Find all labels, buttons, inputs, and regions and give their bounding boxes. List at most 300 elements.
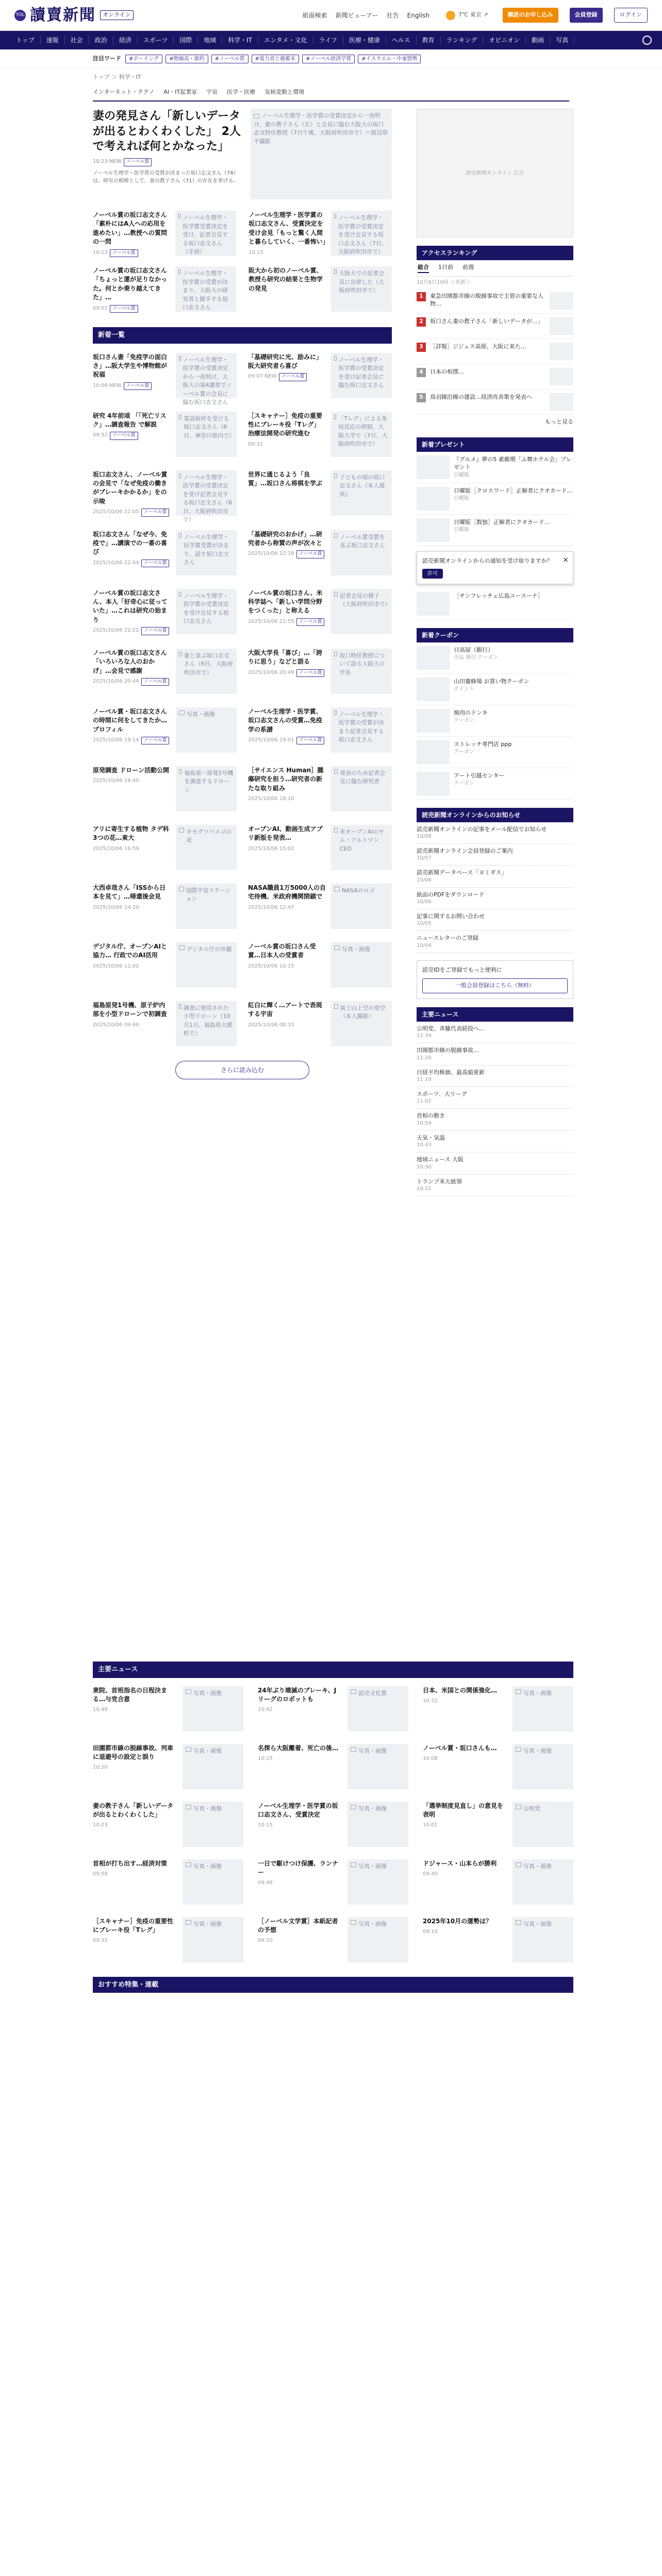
coupon-item[interactable] — [417, 642, 573, 674]
nav-item[interactable]: エンタメ・文化 — [258, 36, 313, 44]
nav-item[interactable]: 動画 — [526, 36, 550, 44]
article-meta — [249, 249, 326, 257]
article-photo[interactable] — [183, 1802, 243, 1847]
main-news-grid — [93, 1686, 573, 1962]
ranking-more-link[interactable]: もっと見る — [545, 418, 573, 425]
free-register-button[interactable]: 一般会員登録はこちら（無料） — [422, 978, 568, 993]
latest-header: 主要ニュース — [417, 1007, 573, 1022]
coupon-item[interactable] — [417, 705, 573, 737]
article-photo[interactable] — [176, 530, 237, 575]
nav-item[interactable]: 経済 — [113, 36, 138, 44]
article-text — [248, 412, 326, 457]
article-title[interactable]: 24年ぶり壊滅のブレーキ、Jリーグのロボットも — [258, 1686, 337, 1703]
article-card[interactable] — [248, 470, 392, 517]
article-title[interactable]: 原発調査 ドローン活動公開 — [93, 766, 169, 774]
article-card[interactable] — [93, 884, 237, 929]
article-card[interactable] — [248, 1001, 392, 1046]
image-icon — [186, 1805, 191, 1809]
article-card[interactable] — [248, 649, 392, 694]
article-text — [258, 1686, 342, 1732]
article-photo[interactable] — [512, 1686, 573, 1732]
pr-item-date: 10/06 — [417, 899, 432, 905]
latest-item[interactable] — [417, 1065, 573, 1087]
image-icon — [179, 592, 181, 597]
rank-number: 3 — [417, 343, 426, 352]
topic-badge[interactable]: ノーベル賞 — [141, 509, 170, 517]
article-card[interactable] — [93, 1917, 243, 1962]
article-title[interactable]: 「基礎研究のおかげ」…研究者から称賛の声が次々と — [248, 530, 323, 547]
pr-list — [417, 822, 573, 953]
coupon-item[interactable] — [417, 768, 573, 800]
topic-badge[interactable]: ノーベル賞 — [296, 618, 325, 626]
article-photo[interactable] — [331, 470, 392, 516]
article-title[interactable]: 「選挙制度見直し」の意見を表明 — [423, 1802, 504, 1818]
article-photo[interactable] — [176, 942, 237, 988]
sub-tab[interactable]: 医学・医療 — [227, 88, 256, 95]
present-item[interactable] — [417, 515, 573, 546]
topic-badge[interactable]: ノーベル賞 — [110, 305, 138, 313]
trending-tag[interactable]: #物価高・節約 — [166, 55, 208, 63]
article-card[interactable] — [423, 1859, 573, 1905]
nav-item[interactable]: 政治 — [89, 36, 113, 44]
login-button[interactable]: ログイン — [614, 8, 648, 23]
sub-tab[interactable]: インターネット・テクノ — [93, 88, 155, 95]
article-card[interactable] — [93, 1686, 243, 1732]
article-card[interactable] — [93, 1001, 237, 1046]
rank-thumb — [550, 343, 573, 360]
article-card[interactable] — [423, 1802, 573, 1847]
article-photo[interactable] — [347, 1744, 408, 1789]
article-meta — [248, 372, 326, 381]
article-card[interactable] — [258, 1917, 408, 1962]
article-photo[interactable] — [331, 942, 392, 988]
article-card[interactable] — [248, 825, 392, 870]
coupon-item-thumb — [417, 740, 450, 764]
allow-button[interactable]: 許可 — [422, 569, 443, 579]
article-card[interactable] — [93, 530, 237, 575]
article-title[interactable]: 衆院、首班指名の日程決まる…与党合意 — [93, 1686, 168, 1703]
latest-item-date: 11:34 — [417, 1033, 432, 1039]
article-photo[interactable] — [512, 1802, 573, 1847]
article-card[interactable] — [248, 707, 392, 753]
latest-item[interactable] — [417, 1109, 573, 1130]
article-card[interactable] — [93, 649, 237, 694]
article-title[interactable]: 阪大から初のノーベル賞、教授ら研究の結果と生物学の発見 — [249, 267, 323, 292]
nav-item[interactable]: スポーツ — [138, 36, 174, 44]
coupon-item-text — [454, 709, 488, 733]
article-title[interactable]: 妻の教子さん「新しいデータが出るとわくわくした」 — [93, 1802, 174, 1818]
coupon-item-title: 日高屋（銀行） — [454, 646, 493, 653]
nav-item[interactable]: 社会 — [65, 36, 89, 44]
nav-item[interactable]: 地域 — [198, 36, 222, 44]
nav-item[interactable]: トップ — [10, 36, 41, 44]
latest-item[interactable] — [417, 1153, 573, 1174]
coupon-item-sub: ポイント — [454, 686, 474, 692]
article-photo[interactable] — [331, 412, 392, 457]
topic-badge[interactable]: ノーベル賞 — [141, 678, 170, 686]
header-link[interactable]: English — [407, 11, 429, 19]
article-title[interactable]: 紅白に輝く…アートで表現する宇宙 — [248, 1001, 322, 1018]
image-icon — [186, 1747, 191, 1752]
article-title[interactable]: ノーベル賞・坂口さんも… — [423, 1744, 497, 1752]
ranking-tab[interactable]: 総合 — [418, 263, 429, 273]
article-time: 2025/10/06 12:47 — [248, 904, 294, 910]
article-card[interactable] — [423, 1686, 573, 1732]
event-item[interactable] — [417, 588, 573, 620]
register-button[interactable]: 会員登録 — [570, 8, 603, 23]
article-title[interactable]: デジタル庁、オープンAIと協力… 行政でのAI活用 — [93, 942, 167, 959]
article-title[interactable]: ノーベル賞の坂口さん、米科学誌へ「新しい学問分野をつくった」と称える — [248, 589, 323, 615]
header-link[interactable]: 新聞ビューアー — [335, 11, 378, 19]
topic-badge[interactable]: ノーベル賞 — [141, 560, 170, 568]
article-title[interactable]: ［スキャナー］免疫の重要性にブレーキ役「Tレグ」 — [93, 1917, 174, 1934]
article-photo[interactable] — [331, 589, 392, 634]
article-title[interactable]: ノーベル生理学・医学賞の坂口志文さん、受賞決定 — [258, 1802, 338, 1818]
article-text — [248, 766, 326, 811]
article-photo[interactable] — [331, 766, 392, 811]
article-card[interactable] — [93, 266, 236, 313]
nav-item[interactable]: ヘルス — [386, 36, 417, 44]
article-title[interactable]: 坂口さん妻「免疫学の面白さ」…阪大学生や博物館が祝福 — [93, 353, 168, 379]
article-title[interactable]: ［スキャナー］免疫の重要性にブレーキ役「Tレグ」治療法開発の研究進む — [248, 412, 323, 437]
article-photo[interactable] — [331, 353, 392, 398]
pr-item-title: 読売新聞データベース「ヨミダス」 — [417, 869, 507, 876]
rank-title: 鳥羽線沿線の建設…経済改善策を発表へ — [430, 393, 532, 400]
article-photo[interactable] — [331, 211, 392, 256]
article-title[interactable]: ［サイエンス Human］腫瘍研究を担う…研究者の新たな取り組み — [248, 766, 324, 792]
article-photo[interactable] — [176, 1001, 237, 1046]
article-title[interactable]: ノーベル賞・坂口志文さんの時間に何をしてきたか…プロフィル — [93, 707, 168, 733]
article-card[interactable] — [258, 1686, 408, 1732]
article-photo[interactable] — [176, 825, 237, 870]
coupon-item[interactable] — [417, 737, 573, 768]
hero-photo-caption: ノーベル生理学・医学賞の受賞決定から一夜明け、妻の教子さん（左）と会見に臨む大阪大の坂口志文特任教授（7日午後、大阪府吹田市で）＝渡辺恭平撮影 — [254, 112, 388, 145]
subscribe-button[interactable]: 購読のお申し込み — [503, 8, 558, 23]
section-header-recommend: おすすめ特集・連載 — [93, 1977, 573, 1993]
article-text — [248, 530, 326, 575]
article-meta — [93, 845, 171, 853]
article-card[interactable] — [93, 942, 237, 988]
pr-item[interactable] — [417, 909, 573, 931]
nav-item[interactable]: オピニオン — [483, 36, 526, 44]
hero-photo[interactable] — [251, 109, 392, 199]
article-photo[interactable] — [176, 649, 237, 694]
hero-article[interactable] — [93, 109, 392, 199]
topic-badge[interactable]: ノーベル賞 — [141, 627, 170, 635]
article-title[interactable]: ノーベル賞の坂口志文さん「いろいろな人のおかげ」…会見で感謝 — [93, 649, 167, 674]
article-photo[interactable] — [512, 1744, 573, 1789]
trending-tag[interactable]: #ノーベル経済学賞 — [302, 55, 355, 63]
article-photo[interactable] — [512, 1917, 573, 1962]
article-title[interactable]: 坂口志文さん「なぜ今、免疫で」…講演での一番の喜び — [93, 530, 168, 556]
article-time: 09:31 — [93, 1938, 108, 1944]
article-card[interactable] — [93, 766, 237, 811]
pr-item[interactable] — [417, 844, 573, 866]
article-title[interactable]: 研究 4年前頃 「「死亡リスク」…調査報告 で解説 — [93, 412, 167, 429]
article-title[interactable]: ［ノーベル文学賞］本紙記者の予想 — [258, 1917, 338, 1934]
article-text — [93, 266, 170, 313]
latest-item-title: 日経平均株価、最高値更新 — [417, 1069, 485, 1076]
topic-badge[interactable]: ノーベル賞 — [110, 432, 138, 440]
trending-tag[interactable]: #電力省と備蓄米 — [252, 55, 299, 63]
article-photo[interactable] — [183, 1686, 243, 1732]
latest-item[interactable] — [417, 1043, 573, 1065]
article-photo[interactable] — [347, 1917, 408, 1962]
article-time: 09:31 — [248, 441, 263, 447]
breadcrumb[interactable]: トップ ＞ 科学・IT — [93, 74, 141, 80]
article-time: 2025/10/06 22:22 — [93, 628, 139, 634]
article-title[interactable]: 大西卓哉さん「ISSから日本を見て」…帰還後会見 — [93, 884, 166, 901]
nav-item[interactable]: 医療・健康 — [343, 36, 386, 44]
photo-caption: 写真・画像 — [523, 1920, 552, 1927]
article-meta — [93, 736, 171, 745]
article-card[interactable] — [249, 211, 392, 257]
topic-badge[interactable]: ノーベル賞 — [141, 737, 170, 745]
coupon-header: 新着クーポン — [417, 628, 573, 642]
article-text — [258, 1859, 342, 1905]
latest-item[interactable] — [417, 1175, 573, 1196]
ranking-item[interactable] — [417, 389, 573, 415]
article-card[interactable] — [93, 1859, 243, 1905]
article-photo[interactable] — [176, 353, 237, 406]
latest-item[interactable] — [417, 1087, 573, 1109]
trending-tag[interactable]: #ボーイング — [125, 55, 162, 63]
pr-item[interactable] — [417, 822, 573, 844]
article-card[interactable] — [249, 266, 392, 313]
nav-item[interactable]: 速報 — [41, 36, 65, 44]
article-card[interactable] — [248, 589, 392, 635]
ranking-list — [417, 289, 573, 415]
coupon-item-text — [454, 740, 511, 764]
article-photo[interactable] — [175, 211, 236, 256]
article-title[interactable]: ノーベル賞の坂口志文さん「ちょっと運が足りなかった。何とか乗り越えてきた」… — [93, 267, 168, 301]
article-card[interactable] — [93, 412, 237, 457]
article-card[interactable] — [248, 412, 392, 457]
article-time: 2025/10/06 19:14 — [93, 737, 139, 743]
article-photo[interactable] — [183, 1859, 243, 1905]
article-card[interactable] — [93, 1744, 243, 1789]
article-title[interactable]: ノーベル賞の坂口志文さん「素朴にはA人への応用を進めたい」…教授への質問の一問 — [93, 211, 168, 246]
ranking-item[interactable] — [417, 364, 573, 389]
article-title[interactable]: ノーベル生理学・医学賞、坂口志文さんの受賞…免疫学の系譜 — [248, 707, 323, 733]
latest-item[interactable] — [417, 1022, 573, 1043]
article-title[interactable]: ノーベル賞の坂口さん受賞…日本人の受賞者 — [248, 942, 316, 959]
site-logo[interactable] — [14, 4, 134, 27]
article-photo[interactable] — [331, 825, 392, 870]
article-photo[interactable] — [331, 649, 392, 694]
article-photo[interactable] — [331, 266, 392, 312]
article-card[interactable] — [423, 1744, 573, 1789]
article-photo[interactable] — [331, 884, 392, 929]
article-card[interactable] — [248, 884, 392, 929]
article-card[interactable] — [93, 211, 236, 257]
ranking-item[interactable] — [417, 289, 573, 314]
article-time: 10:32 — [423, 1698, 438, 1704]
topic-badge[interactable]: ノーベル賞 — [279, 373, 307, 381]
article-photo[interactable] — [512, 1859, 573, 1905]
image-icon — [351, 1689, 356, 1694]
article-photo[interactable] — [176, 589, 237, 634]
article-title[interactable]: 2025年10月の運勢は？ — [423, 1917, 492, 1925]
article-meta — [93, 1870, 177, 1878]
topic-badge[interactable]: ノーベル賞 — [110, 249, 138, 258]
article-card[interactable] — [258, 1802, 408, 1847]
article-card[interactable] — [93, 353, 237, 406]
search-icon[interactable] — [642, 36, 652, 45]
article-title[interactable]: 世界に通じるよう「良質」…坂口さん将棋を学ぶ — [248, 470, 323, 487]
article-card[interactable] — [248, 942, 392, 988]
photo-caption: 坂口特任教授について語る大阪大の学長 — [339, 652, 385, 676]
sub-tab[interactable]: 気候変動と環境 — [264, 88, 305, 95]
article-card[interactable] — [258, 1744, 408, 1789]
article-text — [248, 825, 326, 870]
article-title[interactable]: 名探ら大阪離着、死亡の後… — [258, 1744, 339, 1752]
article-card[interactable] — [93, 1802, 243, 1847]
article-title[interactable]: 田園都市線の脱線事故、列車に退避号の設定と誤り — [93, 1744, 174, 1760]
article-photo[interactable] — [347, 1686, 408, 1732]
article-card[interactable] — [248, 766, 392, 811]
article-time: 10:15 — [258, 1755, 273, 1761]
article-card[interactable] — [248, 353, 392, 398]
image-icon — [334, 269, 337, 274]
ranking-tab[interactable]: 1日前 — [438, 264, 453, 270]
present-item[interactable] — [417, 483, 573, 515]
article-photo[interactable] — [176, 412, 237, 457]
article-text — [93, 707, 171, 753]
register-box — [417, 960, 573, 999]
hero-time: 10:23 NEW — [93, 159, 122, 165]
article-photo[interactable] — [331, 707, 392, 753]
article-card[interactable] — [93, 707, 237, 753]
article-title[interactable]: 日本、米国との関係強化… — [423, 1686, 498, 1694]
photo-caption: 写真・画像 — [193, 1862, 222, 1870]
article-photo[interactable] — [176, 470, 237, 523]
article-title[interactable]: ノーベル賞の坂口志文さん、本人「好奇心に従っていた」…これは研究の始まり — [93, 589, 168, 623]
nav-item[interactable]: 写真 — [550, 36, 574, 44]
image-icon — [179, 356, 181, 361]
article-photo[interactable] — [175, 266, 236, 312]
article-time: 2025/10/06 08:33 — [248, 1022, 294, 1028]
topic-badge[interactable]: ノーベル賞 — [124, 382, 152, 391]
photo-caption: 富士山上空の星空（本人撮影） — [340, 1004, 386, 1020]
present-item[interactable] — [417, 452, 573, 483]
article-time: 10:01 — [423, 1822, 438, 1828]
article-title[interactable]: 坂口志文さん、ノーベル賞の会見で「なぜ免疫の働きがブレーキかかるか」をの示唆 — [93, 470, 168, 505]
photo-caption: ノーベル生理学・医学賞の受賞が決まり、大阪大の研究者と握手する坂口志文さん — [183, 270, 228, 311]
photo-caption: 発表のため記者会見に臨む研究者 — [340, 769, 386, 785]
article-photo[interactable] — [331, 530, 392, 575]
article-title[interactable]: オープンAI、動画生成アプリ新版を発表… — [248, 825, 323, 842]
pr-item[interactable] — [417, 888, 573, 909]
article-photo[interactable] — [176, 884, 237, 929]
nav-item[interactable]: 国際 — [174, 36, 198, 44]
article-photo[interactable] — [183, 1917, 243, 1962]
latest-item-title: 天気・気温 — [417, 1134, 445, 1141]
nav-item[interactable]: 科学・IT — [222, 36, 258, 44]
coupon-item[interactable] — [417, 674, 573, 705]
photo-caption: 写真・画像 — [193, 1805, 222, 1812]
photo-caption: 写真・画像 — [358, 1805, 387, 1812]
nav-item[interactable]: ライフ — [313, 36, 343, 44]
nav-item[interactable]: 教育 — [417, 36, 441, 44]
photo-caption: 子どもの頃の坂口志文さん（本人提供） — [339, 473, 385, 498]
article-meta — [423, 1821, 507, 1829]
ranking-tab[interactable]: 前週 — [462, 264, 474, 270]
article-meta — [248, 962, 326, 970]
hero-badge[interactable]: ノーベル賞 — [124, 158, 152, 166]
hero-lead: ノーベル生理学・医学賞の受賞が決まった坂口志文さん（74）は、研究の相棒として、妻の教子さん（71）の存在を挙げる。 — [93, 170, 239, 184]
coupon-item-sub: クーポン — [454, 780, 474, 786]
hero-title[interactable]: 妻の発見さん「新しいデータが出るとわくわくした」 2人で考えれば何とかなった」 — [93, 110, 241, 154]
header-link[interactable]: 社告 — [386, 11, 399, 19]
article-title[interactable]: 大阪大学長「喜び」…「誇りに思う」などと語る — [248, 649, 323, 666]
topic-badge[interactable]: ノーベル賞 — [296, 737, 325, 745]
latest-item-date: 11:20 — [417, 1055, 432, 1061]
weather-widget[interactable] — [446, 11, 488, 20]
topic-badge[interactable]: ノーベル賞 — [296, 669, 325, 677]
ranking-header: アクセスランキング — [417, 246, 573, 260]
pr-item[interactable] — [417, 931, 573, 953]
header-link[interactable]: 紙面検索 — [302, 11, 327, 19]
topic-badge[interactable]: ノーベル賞 — [296, 550, 325, 558]
ranking-item[interactable] — [417, 314, 573, 339]
article-title[interactable]: 福島原発1号機、原子炉内部を小型ドローンで初調査 — [93, 1001, 167, 1018]
pr-item[interactable] — [417, 866, 573, 887]
article-title[interactable]: 首相が打ち出す…経済対策 — [93, 1859, 168, 1867]
article-time: 2025/10/06 16:59 — [93, 845, 139, 852]
image-icon — [351, 1862, 356, 1867]
article-title[interactable]: 一日で駆けつけ保護、ランナー — [258, 1859, 339, 1876]
article-photo[interactable] — [176, 707, 237, 753]
sub-tab[interactable]: 宇宙 — [206, 88, 218, 95]
photo-caption: 記者会見の様子（大阪府吹田市で） — [339, 592, 391, 608]
ad-banner[interactable]: 読売新聞オンライン 広告 — [417, 109, 573, 238]
article-photo[interactable] — [347, 1802, 408, 1847]
article-title[interactable]: 「基礎研究に光、励みに」 阪大研究者ら喜び — [248, 353, 323, 370]
nav-item[interactable]: ランキング — [441, 36, 484, 44]
article-card[interactable] — [258, 1859, 408, 1905]
article-title[interactable]: ノーベル生理学・医学賞の坂口志文さん、受賞決定を受け会見「もっと驚く人間と暮らしていく、一番怖い」 — [249, 211, 329, 246]
article-photo[interactable] — [331, 1001, 392, 1046]
ranking-item[interactable] — [417, 339, 573, 364]
trending-tag[interactable]: #イスラエル・中東情勢 — [358, 55, 421, 63]
article-photo[interactable] — [183, 1744, 243, 1789]
article-card[interactable] — [248, 530, 392, 575]
article-text — [423, 1686, 507, 1732]
coupon-item-text — [454, 677, 529, 701]
section-header-main: 主要ニュース — [93, 1662, 573, 1678]
article-photo[interactable] — [347, 1859, 408, 1905]
trending-tag[interactable]: #ノーベル賞 — [211, 55, 249, 63]
article-time: 2025/10/06 19:01 — [248, 737, 294, 743]
pr-item-date: 10/08 — [417, 833, 432, 839]
article-photo[interactable] — [176, 766, 237, 811]
load-more-button[interactable]: さらに読み込む — [175, 1061, 309, 1079]
article-title[interactable]: NASA職員1万5000人の自宅待機、米政府機関閉鎖で — [248, 884, 326, 901]
latest-item[interactable] — [417, 1131, 573, 1153]
article-card[interactable] — [93, 589, 237, 635]
present-item-thumb — [417, 518, 450, 542]
coupon-item-sub: クーポン — [454, 717, 474, 723]
article-card[interactable] — [93, 825, 237, 870]
article-title[interactable]: アリに寄生する植物 タデ科3つの花…東大 — [93, 825, 169, 842]
article-card[interactable] — [423, 1917, 573, 1962]
article-card[interactable] — [93, 470, 237, 523]
close-icon[interactable]: × — [562, 556, 569, 564]
article-title[interactable]: ドジャース・山本らが勝利 — [423, 1859, 497, 1867]
register-box-title: 読売IDをご登録でもっと便利に — [422, 966, 502, 973]
sub-tab[interactable]: AI・IT起業家 — [163, 88, 197, 95]
